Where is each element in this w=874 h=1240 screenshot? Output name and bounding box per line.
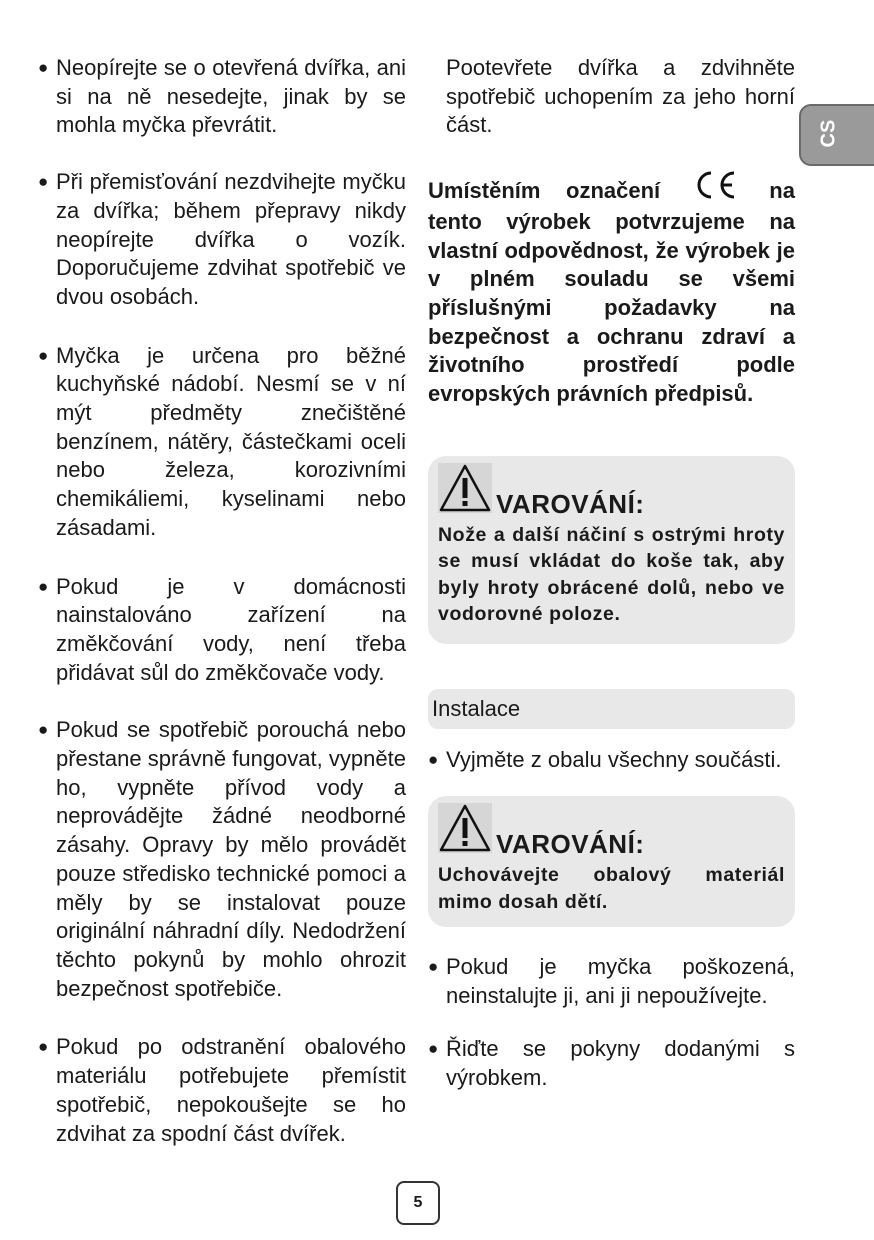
bullet-icon: ● (428, 1038, 439, 1058)
list-item (38, 168, 406, 312)
list-item-text: Při přemisťování nezdvihejte myčku za dvířka; během přepravy nikdy neopírejte dvířka o vozík. Doporučujeme zdvihat spotřebič ve dvou osobách. (56, 169, 406, 309)
list-item-text: Vyjměte z obalu všechny součásti. (446, 746, 782, 772)
list-item (428, 746, 795, 775)
bullet-icon: ● (38, 720, 49, 740)
warning-title: VAROVÁNÍ: (496, 829, 645, 860)
bullet-icon: ● (428, 749, 439, 769)
warning-text: Nože a další náčiní s ostrými hroty se musí vkládat do koše tak, aby byly hroty obrácené dolů, nebo ve vodorovné poloze. (438, 523, 785, 626)
ce-statement-after: na tento výrobek potvrzujeme na vlastní odpovědnost, že výrobek je v plném souladu se všemi příslušnými požadavky na bezpečnost a ochranu zdraví a životního prostředí podle evropských právních předpisů. (428, 178, 795, 407)
left-column (38, 54, 406, 1148)
warning-text: Uchovávejte obalový materiál mimo dosah dětí. (438, 864, 785, 913)
list-item (38, 1033, 406, 1148)
language-code: CS (817, 119, 840, 148)
warning-box (428, 456, 795, 644)
ce-statement (428, 170, 795, 409)
warning-title: VAROVÁNÍ: (496, 488, 645, 519)
list-item-text: Pokud je v domácnosti nainstalováno zařízení na změkčování vody, není třeba přidávat sůl do změkčovače vody. (56, 573, 406, 685)
bullet-icon: ● (428, 957, 439, 977)
list-item (428, 1035, 795, 1092)
warning-triangle-icon (438, 463, 492, 518)
bullet-icon: ● (38, 1037, 49, 1057)
bullet-icon: ● (38, 172, 49, 192)
bullet-icon: ● (38, 576, 49, 596)
list-item-text: Pokud se spotřebič porouchá nebo přestane správně fungovat, vypněte ho, vypněte přívod vody a neprovádějte žádné neodborné zásahy. Opravy by mělo provádět pouze středisko technické pomoci a měly by se instalovat pouze originální náhradní díly. Nedodržení těchto pokynů by mohlo ohrozit bezpečnost spotřebiče. (56, 717, 406, 1001)
ce-mark-icon (692, 170, 738, 208)
bullet-icon: ● (38, 345, 49, 365)
warning-box (428, 796, 795, 927)
bullet-icon: ● (38, 58, 49, 77)
ce-statement-before: Umístěním označení (428, 178, 661, 204)
list-item-text: Řiďte se pokyny dodanými s výrobkem. (446, 1035, 795, 1090)
language-tab (799, 104, 874, 166)
list-item (428, 953, 795, 1010)
warning-triangle-icon (438, 803, 492, 858)
page-number: 5 (396, 1181, 440, 1225)
section-title: Instalace (428, 689, 795, 729)
continuation-text: Pootevřete dvířka a zdvihněte spotřebič uchopením za jeho horní část. (446, 55, 795, 138)
list-item-text: Myčka je určena pro běžné kuchyňské nádobí. Nesmí se v ní mýt předměty znečištěné benzínem, nátěry, částečkami oceli nebo železa, korozivními chemikáliemi, kyselinami nebo zásadami. (56, 342, 406, 540)
list-item (38, 716, 406, 1003)
list-item (38, 573, 406, 688)
list-item (38, 342, 406, 543)
list-item-text: Neopírejte se o otevřená dvířka, ani si na ně nesedejte, jinak by se mohla myčka převrátit. (56, 55, 406, 138)
list-item-text: Pokud po odstranění obalového materiálu potřebujete přemístit spotřebič, nepokoušejte se ho zdvihat za spodní část dvířek. (56, 1034, 406, 1146)
list-item (38, 54, 406, 140)
list-item-text: Pokud je myčka poškozená, neinstalujte ji, ani ji nepoužívejte. (446, 954, 795, 1009)
right-column (428, 54, 795, 1092)
